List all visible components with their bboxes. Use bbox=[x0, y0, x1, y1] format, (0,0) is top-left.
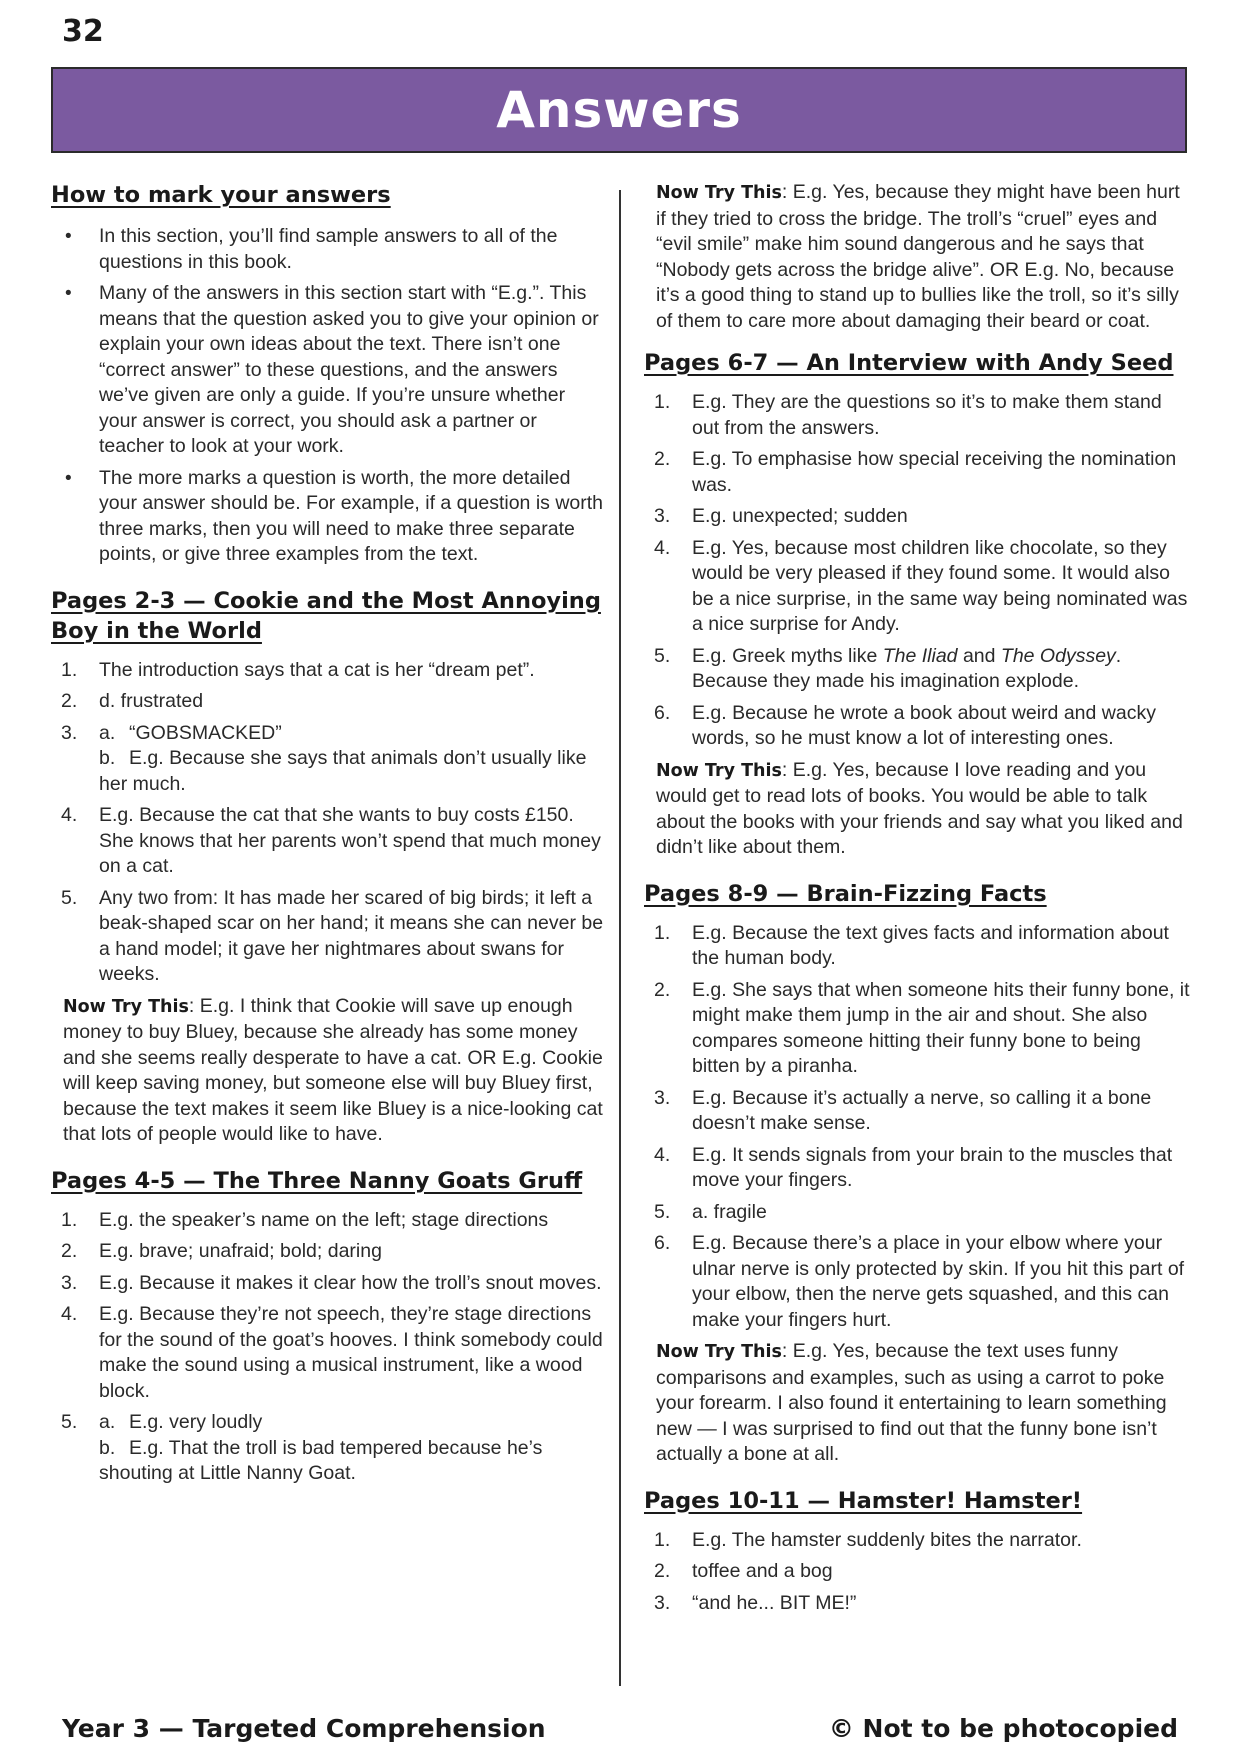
now-try-this-label: Now Try This bbox=[656, 1342, 782, 1362]
book-title: The Iliad bbox=[882, 644, 958, 667]
answer-number: 3. bbox=[654, 505, 671, 527]
right-column bbox=[644, 180, 1192, 1634]
answer-number: 1. bbox=[61, 658, 78, 681]
bullet-text: The more marks a question is worth, the more detailed your answer should be. For example, if a question is worth three marks, then you will need to make three separate points, or give three examples from the text. bbox=[99, 466, 604, 565]
bullet-list bbox=[51, 224, 605, 568]
answer-text: Any two from: It has made her scared of big birds; it left a beak-shaped scar on her hand; it means she can never be a hand model; it gave her nightmares about swans for weeks. bbox=[99, 886, 604, 985]
answer-text: E.g. very loudly bbox=[129, 1411, 263, 1433]
bullet-item bbox=[51, 281, 605, 460]
answer-number: 2. bbox=[654, 1560, 671, 1582]
answer-text: E.g. Because the text gives facts and information about the human body. bbox=[692, 921, 1169, 969]
answer-item bbox=[644, 504, 1192, 530]
section-heading: How to mark your answers bbox=[51, 182, 391, 208]
pages-6-7-section bbox=[644, 348, 1192, 861]
bullet-icon: • bbox=[65, 283, 72, 304]
answer-number: 4. bbox=[61, 1303, 78, 1325]
answer-text: toffee and a bog bbox=[692, 1560, 833, 1582]
answer-item bbox=[51, 803, 605, 880]
answer-item bbox=[644, 1528, 1192, 1554]
left-column bbox=[51, 180, 605, 1505]
answer-number: 5. bbox=[654, 1200, 671, 1223]
section-heading: Pages 8-9 — Brain-Fizzing Facts bbox=[644, 880, 1047, 907]
now-try-this bbox=[644, 1339, 1192, 1468]
answer-number: 2. bbox=[61, 690, 78, 712]
answer-text: E.g. They are the questions so it’s to make them stand out from the answers. bbox=[692, 391, 1162, 439]
section-heading: Pages 2-3 — Cookie and the Most Annoying Boy in the World bbox=[51, 587, 601, 644]
now-try-this-text: : E.g. Yes, because the text uses funny comparisons and examples, such as using a carrot to poke your forearm. I also found it entertaining to learn something new — I was surprised to find out that the funny bone isn’t actually a bone at all. bbox=[656, 1340, 1167, 1465]
answer-item bbox=[51, 721, 605, 798]
pages-8-9-section bbox=[644, 879, 1192, 1468]
answer-list bbox=[51, 1208, 605, 1487]
title-banner bbox=[51, 67, 1187, 153]
answer-text: E.g. Because she says that animals don’t usually like her much. bbox=[99, 747, 587, 795]
sub-letter: a. bbox=[99, 1411, 116, 1433]
book-title: The Odyssey bbox=[1000, 644, 1116, 667]
answer-item bbox=[644, 1559, 1192, 1585]
answer-item bbox=[644, 921, 1192, 972]
answer-item bbox=[644, 1231, 1192, 1333]
answer-item bbox=[644, 1086, 1192, 1137]
answer-item bbox=[51, 658, 605, 684]
answer-number: 2. bbox=[61, 1240, 78, 1262]
sub-answer bbox=[99, 721, 605, 747]
answer-text: E.g. Because they’re not speech, they’re stage directions for the sound of the goat’s hooves. I think somebody could make the sound using a musical instrument, like a wood block. bbox=[99, 1303, 603, 1402]
answer-text: The introduction says that a cat is her “dream pet”. bbox=[99, 658, 535, 681]
answer-text: E.g. Because it makes it clear how the troll’s snout moves. bbox=[99, 1271, 602, 1294]
answer-number: 6. bbox=[654, 1232, 671, 1254]
now-try-this-text: : E.g. Yes, because they might have been hurt if they tried to cross the bridge. The troll’s “cruel” eyes and “evil smile” make him sound dangerous and he says that “Nobody gets across the bridge alive”. OR E.g. No, because it’s a good thing to stand up to bullies like the troll, so it’s silly of them to care more about damaging their beard or coat. bbox=[656, 181, 1180, 332]
answer-item bbox=[644, 644, 1192, 695]
bullet-icon: • bbox=[65, 467, 72, 489]
sub-answer bbox=[99, 1410, 605, 1436]
now-try-this-text: : E.g. Yes, because I love reading and you would get to read lots of books. You would be able to talk about the books with your friends and say what you liked and didn’t like about them. bbox=[656, 758, 1183, 858]
answer-text: E.g. unexpected; sudden bbox=[692, 505, 908, 527]
answer-item bbox=[51, 1208, 605, 1234]
answer-item bbox=[644, 978, 1192, 1080]
bullet-text: Many of the answers in this section start with “E.g.”. This means that the question asked you to give your opinion or explain your own ideas about the text. There isn’t one “correct answer” to these questions, and the answers we’ve given are only a guide. If you’re unsure whether your answer is correct, you should ask a partner or teacher to look at your work. bbox=[99, 282, 599, 457]
answer-item bbox=[51, 1239, 605, 1265]
sub-letter: b. bbox=[99, 1436, 116, 1459]
answer-text: E.g. Yes, because most children like chocolate, so they would be very pleased if they found some. It would also be a nice surprise, in the same way being nominated was a nice surprise for Andy. bbox=[692, 536, 1188, 635]
answer-item bbox=[644, 1143, 1192, 1194]
section-heading: Pages 4-5 — The Three Nanny Goats Gruff bbox=[51, 1167, 583, 1194]
sub-letter: a. bbox=[99, 721, 116, 744]
answer-text: E.g. Because the cat that she wants to buy costs £150. She knows that her parents won’t spend that much money on a cat. bbox=[99, 804, 601, 877]
answer-number: 4. bbox=[654, 1143, 671, 1166]
answer-number: 2. bbox=[654, 978, 671, 1001]
answer-number: 3. bbox=[654, 1086, 671, 1109]
answer-text: E.g. The hamster suddenly bites the narrator. bbox=[692, 1528, 1082, 1551]
section-heading: Pages 6-7 — An Interview with Andy Seed bbox=[644, 350, 1174, 376]
pages-10-11-section bbox=[644, 1486, 1192, 1617]
footer-copyright: © Not to be photocopied bbox=[828, 1714, 1178, 1743]
answer-text: E.g. brave; unafraid; bold; daring bbox=[99, 1240, 382, 1262]
answer-item bbox=[51, 689, 605, 715]
answer-text: . Because they made his imagination explode. bbox=[692, 644, 1122, 692]
page-number: 32 bbox=[62, 14, 104, 49]
bullet-text: In this section, you’ll find sample answers to all of the questions in this book. bbox=[99, 225, 558, 273]
answer-text: E.g. Because he wrote a book about weird and wacky words, so he must know a lot of interesting ones. bbox=[692, 701, 1156, 749]
answer-text: “and he... BIT ME!” bbox=[692, 1591, 857, 1614]
answer-number: 5. bbox=[61, 1411, 78, 1433]
answer-number: 3. bbox=[654, 1591, 671, 1614]
answer-text: E.g. She says that when someone hits their funny bone, it might make them jump in the air and shout. She also compares someone hitting their funny bone to being bitten by a piranha. bbox=[692, 978, 1190, 1077]
pages-4-5-section bbox=[51, 1166, 605, 1487]
answer-item bbox=[51, 886, 605, 988]
sub-answer bbox=[99, 1436, 605, 1487]
now-try-this-text: : E.g. I think that Cookie will save up enough money to buy Bluey, because she already has some money and she seems really desperate to have a cat. OR E.g. Cookie will keep saving money, but someone else will buy Bluey first, because the text makes it seem like Bluey is a nice-looking cat that lots of people would like to have. bbox=[63, 994, 603, 1145]
now-try-this bbox=[644, 758, 1192, 861]
answer-text: E.g. It sends signals from your brain to the muscles that move your fingers. bbox=[692, 1143, 1173, 1191]
answer-text: and bbox=[957, 644, 1001, 667]
answer-number: 2. bbox=[654, 448, 671, 470]
column-divider bbox=[619, 190, 621, 1686]
answer-list bbox=[644, 921, 1192, 1334]
bullet-item bbox=[51, 466, 605, 568]
answer-text: d. frustrated bbox=[99, 690, 204, 712]
answer-item bbox=[644, 701, 1192, 752]
answer-text: E.g. To emphasise how special receiving the nomination was. bbox=[692, 448, 1177, 496]
footer-book-title: Year 3 — Targeted Comprehension bbox=[62, 1714, 546, 1743]
answer-item bbox=[644, 1200, 1192, 1226]
answer-text: a. fragile bbox=[692, 1200, 767, 1223]
sub-answer bbox=[99, 746, 605, 797]
answer-item bbox=[644, 536, 1192, 638]
answer-text: E.g. That the troll is bad tempered because he’s shouting at Little Nanny Goat. bbox=[99, 1436, 543, 1484]
answer-number: 5. bbox=[61, 886, 78, 909]
answer-item bbox=[51, 1271, 605, 1297]
answer-list bbox=[644, 390, 1192, 752]
answer-number: 5. bbox=[654, 644, 671, 667]
answer-number: 6. bbox=[654, 701, 671, 724]
answer-item bbox=[644, 447, 1192, 498]
answer-item bbox=[51, 1302, 605, 1404]
answer-text: E.g. Because there’s a place in your elbow where your ulnar nerve is only protected by skin. If you hit this part of your elbow, then the nerve gets squashed, and this can make your fingers hurt. bbox=[692, 1232, 1185, 1331]
now-try-this-label: Now Try This bbox=[656, 183, 782, 203]
answer-number: 1. bbox=[61, 1208, 78, 1231]
pages-2-3-section bbox=[51, 586, 605, 1148]
now-try-this bbox=[644, 180, 1192, 334]
answer-number: 1. bbox=[654, 391, 671, 413]
answer-item bbox=[644, 1591, 1192, 1617]
now-try-this-label: Now Try This bbox=[63, 996, 189, 1017]
bullet-icon: • bbox=[65, 226, 72, 247]
answer-list bbox=[644, 1528, 1192, 1617]
answer-number: 1. bbox=[654, 921, 671, 944]
answer-list bbox=[51, 658, 605, 988]
answer-number: 3. bbox=[61, 721, 78, 744]
answer-number: 4. bbox=[654, 536, 671, 559]
answer-item bbox=[644, 390, 1192, 441]
answer-text: E.g. Because it’s actually a nerve, so calling it a bone doesn’t make sense. bbox=[692, 1086, 1152, 1134]
now-try-this bbox=[51, 994, 605, 1148]
answer-number: 4. bbox=[61, 804, 78, 826]
answer-text: E.g. Greek myths like bbox=[692, 644, 883, 667]
answer-text: “GOBSMACKED” bbox=[129, 721, 282, 744]
how-to-mark-section bbox=[51, 180, 605, 568]
answer-item bbox=[51, 1410, 605, 1487]
section-heading: Pages 10-11 — Hamster! Hamster! bbox=[644, 1487, 1083, 1514]
answer-number: 1. bbox=[654, 1528, 671, 1551]
bullet-item bbox=[51, 224, 605, 275]
answer-number: 3. bbox=[61, 1271, 78, 1294]
answer-text: E.g. the speaker’s name on the left; stage directions bbox=[99, 1208, 549, 1231]
sub-letter: b. bbox=[99, 747, 116, 769]
now-try-this-label: Now Try This bbox=[656, 760, 782, 781]
page-title: Answers bbox=[496, 81, 742, 139]
